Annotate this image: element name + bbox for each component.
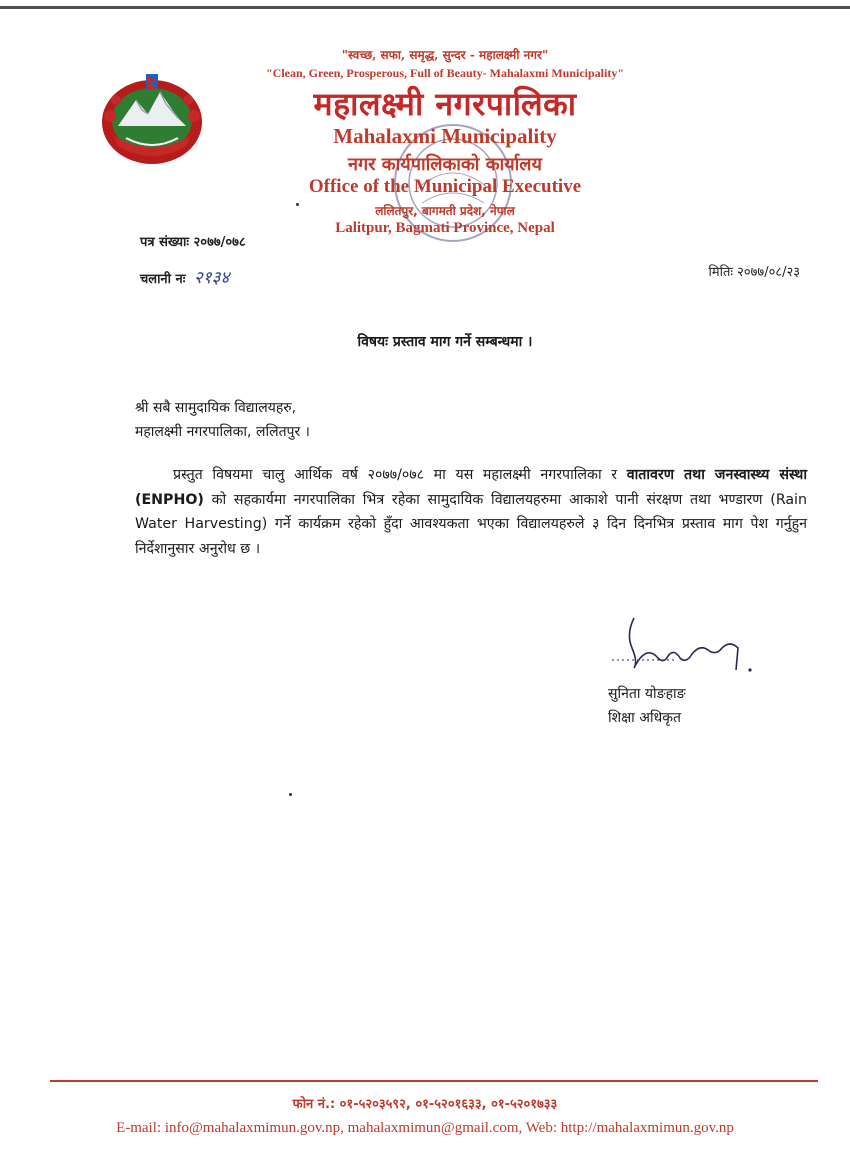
dispatch-number-value: २१३४ [193, 268, 230, 288]
letter-subject: विषयः प्रस्ताव माग गर्ने सम्बन्धमा । [357, 334, 533, 350]
body-organization-english: (ENPHO) [135, 491, 204, 508]
addressee-block [135, 396, 310, 444]
addressee-line: श्री सबै सामुदायिक विद्यालयहरु, [135, 400, 297, 416]
office-name-english: Office of the Municipal Executive [308, 176, 582, 197]
addressee-line: महालक्ष्मी नगरपालिका, ललितपुर । [135, 424, 310, 440]
scan-speck [296, 203, 299, 206]
dispatch-number-label: चलानी नः [140, 272, 186, 287]
municipality-name-nepali: महालक्ष्मी नगरपालिका [313, 85, 577, 123]
top-scan-edge [0, 6, 850, 9]
body-organization-nepali: वातावरण तथा जनस्वास्थ्य संस्था [626, 467, 807, 483]
scan-speck [289, 793, 292, 796]
letter-number-value: २०७७/०७८ [193, 235, 246, 250]
letter-number [140, 232, 246, 250]
slogan-english: "Clean, Green, Prosperous, Full of Beauty- Mahalaxmi Municipality" [266, 66, 624, 80]
date-value: २०७७/०८/२३ [737, 265, 800, 280]
address-english: Lalitpur, Bagmati Province, Nepal [335, 220, 555, 236]
letter-body [135, 463, 807, 561]
office-name-nepali: नगर कार्यपालिकाको कार्यालय [348, 154, 542, 175]
footer-divider [50, 1080, 818, 1082]
letter-number-label: पत्र संख्याः [140, 235, 190, 250]
body-text: को सहकार्यमा नगरपालिका भित्र रहेका सामुदायिक विद्यालयहरुमा आकाशे पानी संरक्षण तथा भण्डारण (Rain Water Harvesting) गर्ने कार्यक्रम रहेको हुँदा आवश्यकता भएका विद्यालयहरुले ३ दिन दिनभित्र प्रस्ताव माग पेश गर्नुहुन निर्देशानुसार अनुरोध छ । [135, 491, 807, 557]
letter-date [708, 262, 800, 280]
signatory-name: सुनिता योङहाङ [608, 686, 686, 702]
footer-contact: E-mail: info@mahalaxmimun.gov.np, mahalaxmimun@gmail.com, Web: http://mahalaxmimun.gov.np [116, 1120, 734, 1136]
footer-phone: फोन नं.: ०१-५२०३५९२, ०१-५२०१६३३, ०१-५२०१७३३ [292, 1097, 558, 1112]
signatory-title: शिक्षा अधिकृत [608, 710, 681, 726]
date-label: मितिः [708, 265, 734, 280]
body-text: प्रस्तुत विषयमा चालु आर्थिक वर्ष २०७७/०७८ मा यस महालक्ष्मी नगरपालिका र [173, 467, 627, 483]
dispatch-number [140, 265, 229, 288]
handwritten-signature-icon [604, 604, 764, 684]
slogan-nepali: "स्वच्छ, सफा, समृद्ध, सुन्दर - महालक्ष्मी नगर" [341, 48, 549, 62]
municipality-name-english: Mahalaxmi Municipality [333, 124, 557, 148]
address-nepali: ललितपुर, बागमती प्रदेश, नेपाल [375, 204, 515, 218]
signatory-block [608, 682, 686, 730]
